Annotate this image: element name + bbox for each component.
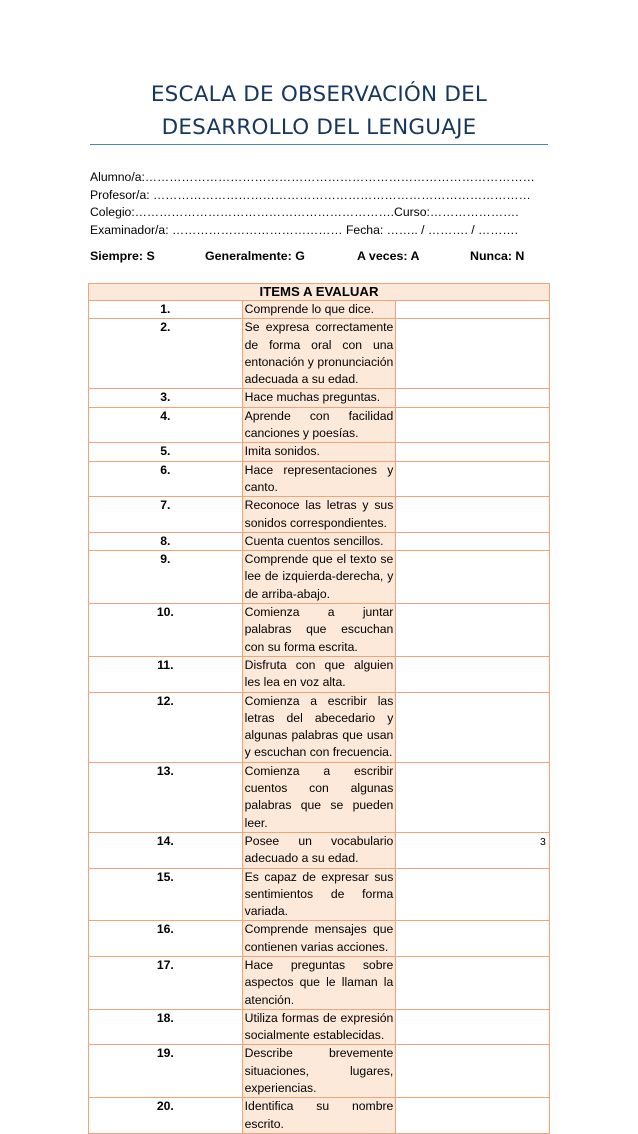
table-row [89, 461, 550, 497]
item-text: Comienza a escribir las letras del abecedario y algunas palabras que usan y escuchan con frecuencia. [242, 692, 396, 762]
title-line-2: DESARROLLO DEL LENGUAJE [161, 115, 477, 140]
item-number: 18. [89, 1009, 243, 1045]
rating-cell [396, 762, 550, 832]
rating-cell [396, 832, 550, 868]
table-row [89, 1098, 550, 1134]
rating-cell [396, 956, 550, 1009]
item-text: Comprende lo que dice. [242, 301, 396, 319]
rating-cell [396, 532, 550, 550]
rating-cell [396, 497, 550, 533]
item-text: Posee un vocabulario adecuado a su edad. [242, 832, 396, 868]
item-text: Comienza a escribir cuentos con algunas palabras que se pueden leer. [242, 762, 396, 832]
item-text: Hace preguntas sobre aspectos que le llaman la atención. [242, 956, 396, 1009]
table-row [89, 832, 550, 868]
rating-cell [396, 604, 550, 657]
table-header-row [89, 284, 550, 301]
alumno-field: Alumno/a:…………………………………………………………………………………… [90, 170, 535, 184]
item-text: Reconoce las letras y sus sonidos correspondientes. [242, 497, 396, 533]
profesor-field: Profesor/a: ………………………………………………………………………………… [90, 188, 531, 202]
table-row [89, 497, 550, 533]
table-row [89, 956, 550, 1009]
rating-cell [396, 301, 550, 319]
rating-cell [396, 868, 550, 921]
item-text: Comprende mensajes que contienen varias acciones. [242, 921, 396, 957]
items-table-body [89, 301, 550, 1134]
table-row [89, 762, 550, 832]
item-text: Hace representaciones y canto. [242, 461, 396, 497]
item-number: 15. [89, 868, 243, 921]
item-text: Comienza a juntar palabras que escuchan con su forma escrita. [242, 604, 396, 657]
item-text: Se expresa correctamente de forma oral con una entonación y pronunciación adecuada a su edad. [242, 319, 396, 389]
examinador-field: Examinador/a: …………………………………… Fecha: …….. / ………. / ………. [90, 223, 518, 237]
item-text: Cuenta cuentos sencillos. [242, 532, 396, 550]
legend-generalmente: Generalmente: G [205, 249, 305, 263]
rating-cell [396, 407, 550, 443]
item-text: Disfruta con que alguien les lea en voz alta. [242, 656, 396, 692]
item-number: 14. [89, 832, 243, 868]
item-number: 12. [89, 692, 243, 762]
item-text: Hace muchas preguntas. [242, 389, 396, 407]
colegio-field: Colegio:……………………………………………………….Curso:…………………. [90, 205, 519, 219]
table-row [89, 604, 550, 657]
rating-cell [396, 1045, 550, 1098]
item-text: Imita sonidos. [242, 443, 396, 461]
item-text: Describe brevemente situaciones, lugares, experiencias. [242, 1045, 396, 1098]
rating-cell [396, 461, 550, 497]
table-row [89, 1045, 550, 1098]
item-number: 3. [89, 389, 243, 407]
rating-cell [396, 551, 550, 604]
table-row [89, 319, 550, 389]
table-row [89, 389, 550, 407]
item-number: 5. [89, 443, 243, 461]
item-number: 4. [89, 407, 243, 443]
table-row [89, 532, 550, 550]
table-row [89, 551, 550, 604]
page-number: 3 [540, 836, 546, 848]
table-row [89, 692, 550, 762]
rating-cell [396, 443, 550, 461]
item-number: 8. [89, 532, 243, 550]
legend-a-veces: A veces: A [357, 249, 420, 263]
table-row [89, 407, 550, 443]
title-underline [90, 144, 548, 145]
legend-nunca: Nunca: N [470, 249, 525, 263]
table-row [89, 443, 550, 461]
rating-cell [396, 319, 550, 389]
title-line-1: ESCALA DE OBSERVACIÓN DEL [150, 82, 488, 107]
item-text: Identifica su nombre escrito. [242, 1098, 396, 1134]
rating-cell [396, 692, 550, 762]
item-number: 7. [89, 497, 243, 533]
item-text: Comprende que el texto se lee de izquierda-derecha, y de arriba-abajo. [242, 551, 396, 604]
legend-siempre: Siempre: S [90, 249, 155, 263]
item-number: 9. [89, 551, 243, 604]
item-text: Aprende con facilidad canciones y poesías. [242, 407, 396, 443]
item-number: 13. [89, 762, 243, 832]
item-number: 10. [89, 604, 243, 657]
item-number: 16. [89, 921, 243, 957]
item-number: 19. [89, 1045, 243, 1098]
item-text: Utiliza formas de expresión socialmente establecidas. [242, 1009, 396, 1045]
item-number: 17. [89, 956, 243, 1009]
items-table [88, 283, 550, 1134]
item-number: 2. [89, 319, 243, 389]
table-row [89, 868, 550, 921]
document-title [90, 78, 548, 144]
rating-cell [396, 1098, 550, 1134]
item-number: 11. [89, 656, 243, 692]
item-number: 6. [89, 461, 243, 497]
item-number: 1. [89, 301, 243, 319]
item-text: Es capaz de expresar sus sentimientos de forma variada. [242, 868, 396, 921]
rating-cell [396, 656, 550, 692]
item-number: 20. [89, 1098, 243, 1134]
table-header: ITEMS A EVALUAR [89, 284, 550, 301]
rating-cell [396, 389, 550, 407]
table-row [89, 1009, 550, 1045]
rating-cell [396, 1009, 550, 1045]
rating-cell [396, 921, 550, 957]
table-row [89, 921, 550, 957]
table-row [89, 301, 550, 319]
table-row [89, 656, 550, 692]
